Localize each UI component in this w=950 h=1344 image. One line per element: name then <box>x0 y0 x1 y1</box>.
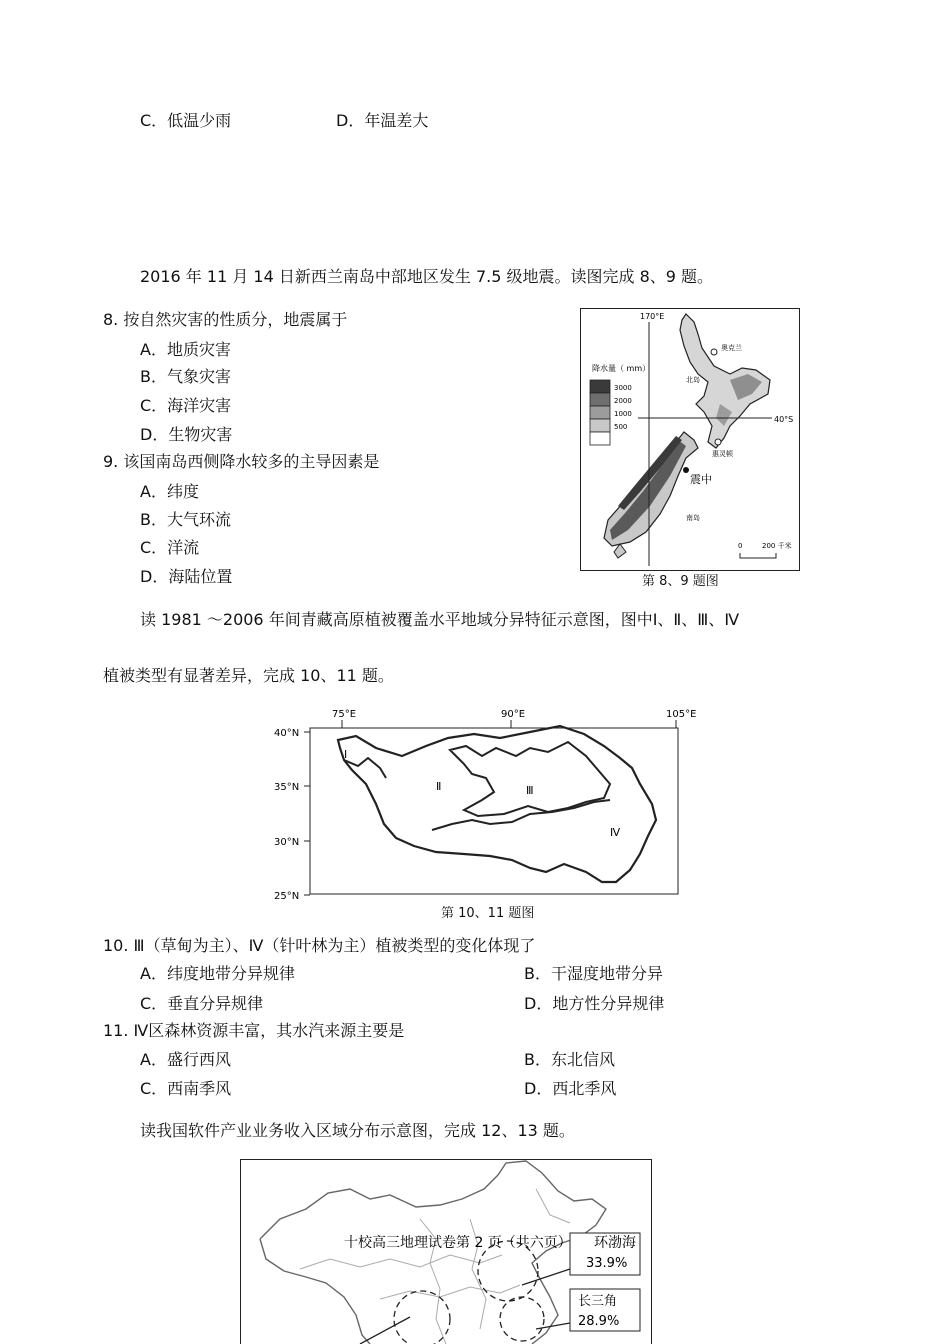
q9-option-a: A．纬度 <box>140 482 199 501</box>
intro-questions-12-13: 读我国软件产业业务收入区域分布示意图，完成 12、13 题。 <box>140 1121 575 1140</box>
nz-legend-2000: 2000 <box>614 397 632 405</box>
intro-questions-8-9: 2016 年 11 月 14 日新西兰南岛中部地区发生 7.5 级地震。读图完成 8、9 题。 <box>140 267 714 286</box>
nz-scale-200: 200 千米 <box>762 542 792 550</box>
tibet-region-4: Ⅳ <box>610 826 621 839</box>
tibet-region-2: Ⅱ <box>436 780 442 793</box>
q8-option-a: A．地质灾害 <box>140 340 231 359</box>
tibet-lon-105: 105°E <box>666 709 697 720</box>
q9-stem: 9. 该国南岛西侧降水较多的主导因素是 <box>103 452 380 471</box>
china-region1-value: 33.9% <box>586 1256 628 1271</box>
tibet-region-1: Ⅰ <box>344 748 348 761</box>
q7-option-d: D．年温差大 <box>336 111 429 130</box>
nz-legend-500: 500 <box>614 423 628 431</box>
q8-option-b: B．气象灾害 <box>140 367 231 386</box>
tibet-lat-25: 25°N <box>274 891 300 902</box>
tibet-lat-35: 35°N <box>274 782 300 793</box>
china-region2-name: 长三角 <box>578 1294 618 1309</box>
tibet-plateau-map <box>268 704 708 904</box>
nz-city-north: 奥克兰 <box>721 344 742 352</box>
tibet-lat-40: 40°N <box>274 728 300 739</box>
q11-option-c: C．西南季风 <box>140 1079 232 1098</box>
q9-option-d: D．海陆位置 <box>140 567 233 586</box>
china-software-map <box>240 1159 653 1344</box>
intro-questions-10-11-line1: 读 1981 ～2006 年间青藏高原植被覆盖水平地域分异特征示意图，图中Ⅰ、Ⅱ、Ⅲ、Ⅳ <box>140 610 740 629</box>
nz-south-island-label: 南岛 <box>686 514 700 522</box>
q8-option-d: D．生物灾害 <box>140 425 233 444</box>
q10-option-a: A．纬度地带分异规律 <box>140 964 295 983</box>
q11-stem: 11. Ⅳ区森林资源丰富，其水汽来源主要是 <box>103 1021 405 1040</box>
q10-option-c: C．垂直分异规律 <box>140 994 264 1013</box>
q10-option-b: B．干湿度地带分异 <box>524 964 663 983</box>
nz-scale-0: 0 <box>738 542 743 550</box>
nz-north-island-label: 北岛 <box>686 376 700 384</box>
tibet-lon-75: 75°E <box>332 709 357 720</box>
nz-city-south: 惠灵顿 <box>712 450 733 458</box>
tibet-map-caption: 第 10、11 题图 <box>441 906 535 921</box>
q7-option-c: C．低温少雨 <box>140 111 232 130</box>
nz-lat-label: 40°S <box>774 415 794 424</box>
nz-epicenter-label: 震中 <box>690 473 712 486</box>
tibet-region-3: Ⅲ <box>526 784 534 797</box>
nz-legend-1000: 1000 <box>614 410 632 418</box>
intro-questions-10-11-line2: 植被类型有显著差异，完成 10、11 题。 <box>103 666 394 685</box>
q10-option-d: D．地方性分异规律 <box>524 994 665 1013</box>
china-region2-value: 28.9% <box>578 1314 620 1329</box>
tibet-lat-30: 30°N <box>274 837 300 848</box>
q9-option-b: B．大气环流 <box>140 510 231 529</box>
q8-stem: 8. 按自然灾害的性质分，地震属于 <box>103 310 348 329</box>
tibet-lon-90: 90°E <box>501 709 526 720</box>
q9-option-c: C．洋流 <box>140 538 200 557</box>
nz-legend-title: 降水量（ mm） <box>592 364 651 373</box>
q11-option-a: A．盛行西风 <box>140 1050 231 1069</box>
q10-stem: 10. Ⅲ（草甸为主）、Ⅳ（针叶林为主）植被类型的变化体现了 <box>103 936 536 955</box>
new-zealand-map <box>580 308 801 572</box>
q8-option-c: C．海洋灾害 <box>140 396 232 415</box>
q11-option-d: D．西北季风 <box>524 1079 617 1098</box>
page-footer: 十校高三地理试卷第 2 页（共六页） <box>344 1235 572 1251</box>
nz-legend-3000: 3000 <box>614 384 632 392</box>
china-region1-name: 环渤海 <box>594 1235 636 1251</box>
nz-map-caption: 第 8、9 题图 <box>642 574 719 589</box>
q11-option-b: B．东北信风 <box>524 1050 615 1069</box>
nz-lon-label: 170°E <box>640 312 665 321</box>
